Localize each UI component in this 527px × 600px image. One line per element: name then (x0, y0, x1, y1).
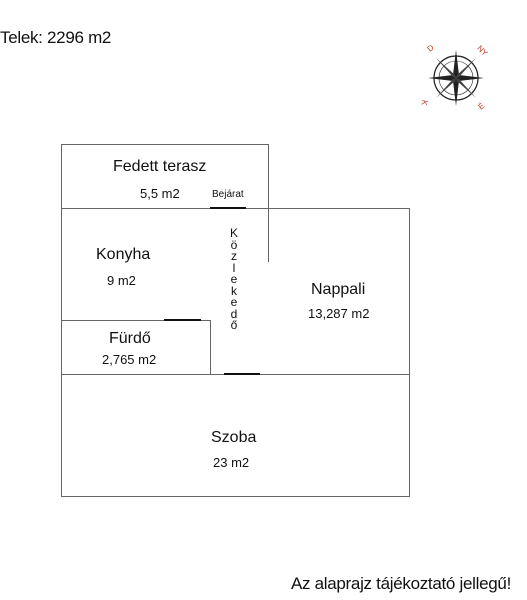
corridor-wall-right (268, 208, 269, 262)
living-area: 13,287 m2 (308, 306, 370, 321)
bathroom-wall-right (210, 320, 211, 374)
bathroom-door (164, 319, 201, 321)
terrace-name: Fedett terasz (113, 158, 207, 175)
hallway-letter: e (230, 272, 238, 286)
house-wall-left (61, 208, 62, 497)
entrance-door (210, 207, 246, 209)
hallway-letter: ő (230, 318, 238, 332)
compass-letter-k: K (419, 99, 430, 107)
hallway-name (227, 228, 241, 332)
disclaimer-text: Az alaprajz tájékoztató jellegű! (290, 574, 511, 593)
compass-letter-e: É (476, 101, 487, 112)
house-wall-right (409, 208, 410, 497)
compass-letter-d: D (425, 42, 436, 54)
hallway-letter: e (230, 295, 238, 309)
terrace-wall-left (61, 144, 62, 208)
compass-rose-icon (418, 40, 494, 116)
bedroom-name: Szoba (211, 429, 257, 446)
living-name: Nappali (311, 281, 366, 298)
terrace-area: 5,5 m2 (140, 186, 180, 201)
terrace-wall-right (268, 144, 269, 208)
hallway-letter: ö (230, 237, 238, 252)
entrance-label: Bejárat (212, 189, 244, 200)
bathroom-name: Fürdő (109, 330, 151, 347)
kitchen-name: Konyha (96, 246, 151, 263)
kitchen-area: 9 m2 (107, 273, 136, 288)
hallway-letter: z (231, 249, 237, 263)
hallway-letter: d (230, 306, 238, 321)
hallway-letter: K (229, 226, 238, 240)
hallway-letter: k (231, 283, 237, 298)
plot-area-label: Telek: 2296 m2 (0, 28, 112, 47)
bathroom-area: 2,765 m2 (102, 352, 157, 367)
terrace-wall-top (61, 144, 269, 145)
bedroom-door (224, 373, 260, 375)
bedroom-area: 23 m2 (213, 455, 250, 470)
house-wall-bottom (61, 496, 410, 497)
compass-letter-ny: NY (475, 43, 490, 58)
hallway-letter: l (232, 260, 236, 275)
